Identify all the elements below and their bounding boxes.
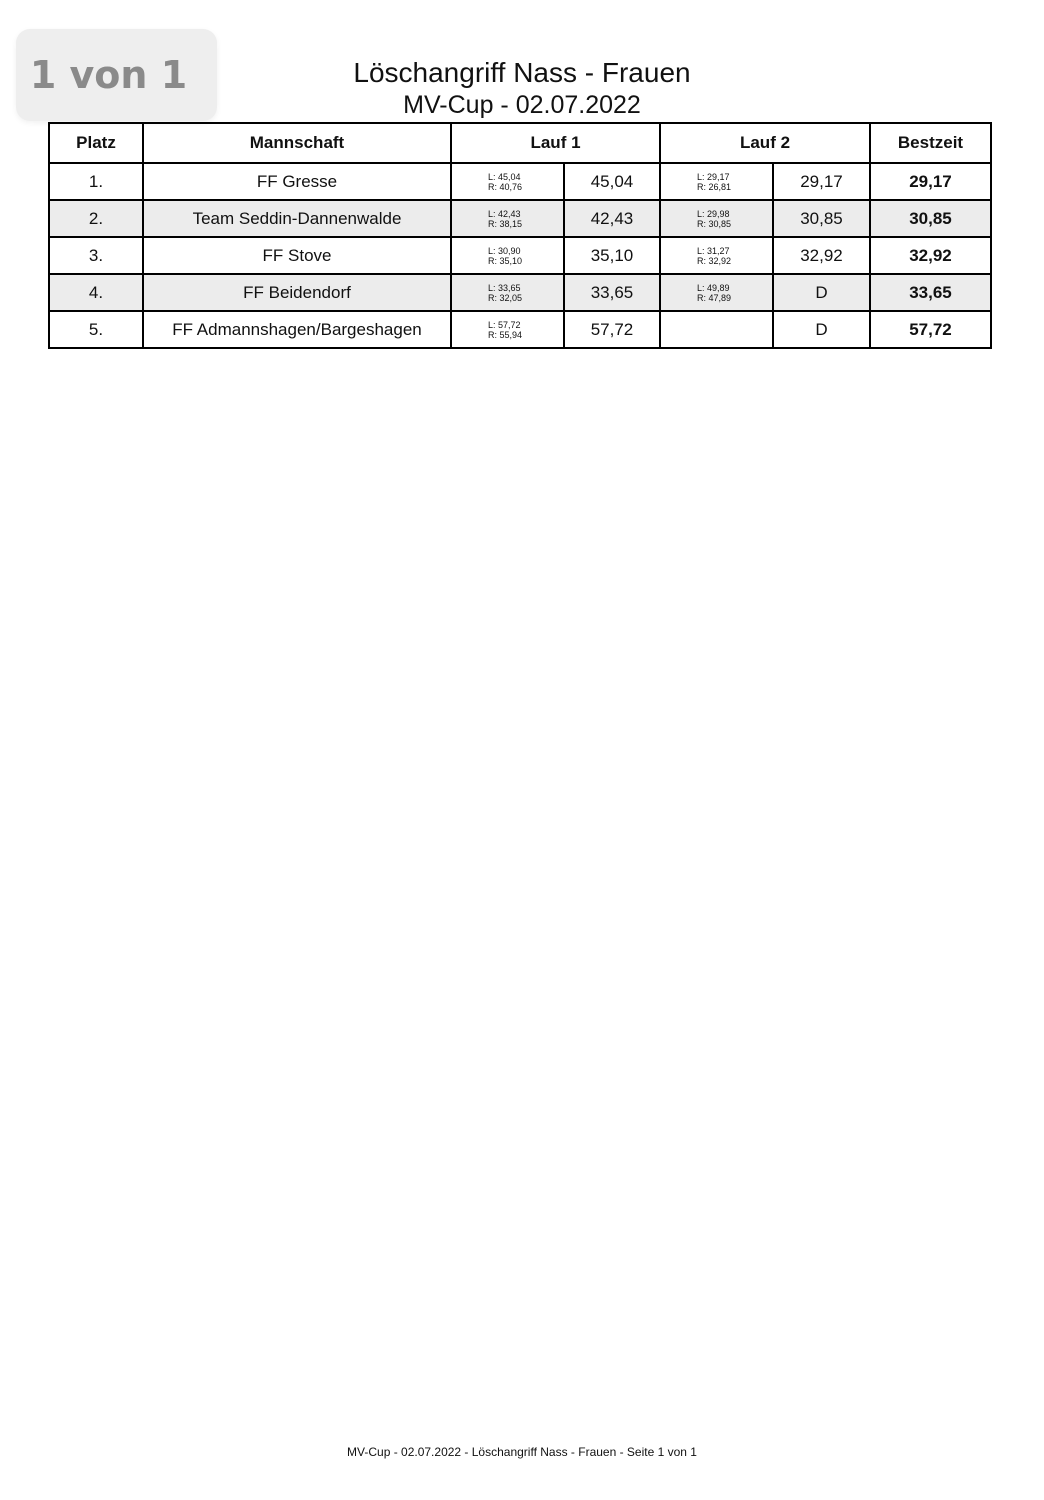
cell-platz: 3.: [49, 237, 143, 274]
header-mannschaft: Mannschaft: [143, 123, 451, 163]
table-row: [49, 163, 991, 200]
cell-lauf1-split: [451, 274, 564, 311]
header-platz: Platz: [49, 123, 143, 163]
lauf1-right-time: R: 55,94: [488, 329, 523, 340]
cell-lauf2-zeit: 32,92: [773, 237, 870, 274]
lauf2-left-time: L: 29,17: [697, 171, 730, 182]
cell-lauf2-zeit: 29,17: [773, 163, 870, 200]
header-lauf2: Lauf 2: [660, 123, 870, 163]
cell-lauf2-zeit: 30,85: [773, 200, 870, 237]
cell-lauf1-zeit: 42,43: [564, 200, 660, 237]
cell-lauf2-zeit: D: [773, 274, 870, 311]
lauf2-right-time: R: 30,85: [697, 218, 732, 229]
cell-platz: 2.: [49, 200, 143, 237]
page-title: Löschangriff Nass - Frauen: [353, 57, 691, 88]
cell-lauf1-zeit: 35,10: [564, 237, 660, 274]
cell-lauf2-split: [660, 274, 773, 311]
lauf2-right-time: R: 32,92: [697, 255, 732, 266]
cell-platz: 4.: [49, 274, 143, 311]
lauf1-left-time: L: 57,72: [488, 319, 521, 330]
page-indicator: 1 von 1: [16, 29, 217, 121]
header-lauf1: Lauf 1: [451, 123, 660, 163]
header-bestzeit: Bestzeit: [870, 123, 991, 163]
lauf1-left-time: L: 33,65: [488, 282, 521, 293]
cell-bestzeit: 33,65: [870, 274, 991, 311]
lauf2-left-time: L: 49,89: [697, 282, 730, 293]
table-row: [49, 311, 991, 348]
cell-mannschaft: FF Beidendorf: [143, 274, 451, 311]
cell-lauf1-split: [451, 237, 564, 274]
lauf1-left-time: L: 30,90: [488, 245, 521, 256]
page-subtitle: MV-Cup - 02.07.2022: [403, 91, 641, 119]
cell-lauf2-split: [660, 311, 773, 348]
lauf2-right-time: R: 26,81: [697, 181, 732, 192]
lauf2-left-time: L: 31,27: [697, 245, 730, 256]
lauf1-left-time: L: 45,04: [488, 171, 521, 182]
cell-lauf1-split: [451, 163, 564, 200]
lauf2-right-time: R: 47,89: [697, 292, 732, 303]
cell-mannschaft: FF Admannshagen/Bargeshagen: [143, 311, 451, 348]
cell-mannschaft: Team Seddin-Dannenwalde: [143, 200, 451, 237]
page-footer: MV-Cup - 02.07.2022 - Löschangriff Nass - Frauen - Seite 1 von 1: [347, 1445, 697, 1459]
lauf1-right-time: R: 35,10: [488, 255, 523, 266]
lauf1-right-time: R: 38,15: [488, 218, 523, 229]
cell-lauf1-zeit: 57,72: [564, 311, 660, 348]
table-row: [49, 237, 991, 274]
cell-lauf1-split: [451, 311, 564, 348]
cell-bestzeit: 30,85: [870, 200, 991, 237]
table-header-row: [49, 123, 991, 163]
cell-lauf1-zeit: 33,65: [564, 274, 660, 311]
cell-bestzeit: 57,72: [870, 311, 991, 348]
table-row: [49, 274, 991, 311]
lauf2-left-time: L: 29,98: [697, 208, 730, 219]
cell-lauf1-split: [451, 200, 564, 237]
results-table: [48, 122, 992, 349]
cell-bestzeit: 32,92: [870, 237, 991, 274]
cell-lauf2-split: [660, 237, 773, 274]
lauf1-right-time: R: 32,05: [488, 292, 523, 303]
cell-lauf2-split: [660, 163, 773, 200]
cell-mannschaft: FF Stove: [143, 237, 451, 274]
table-row: [49, 200, 991, 237]
cell-bestzeit: 29,17: [870, 163, 991, 200]
cell-mannschaft: FF Gresse: [143, 163, 451, 200]
lauf1-left-time: L: 42,43: [488, 208, 521, 219]
cell-lauf1-zeit: 45,04: [564, 163, 660, 200]
cell-platz: 5.: [49, 311, 143, 348]
cell-lauf2-zeit: D: [773, 311, 870, 348]
cell-lauf2-split: [660, 200, 773, 237]
lauf1-right-time: R: 40,76: [488, 181, 523, 192]
cell-platz: 1.: [49, 163, 143, 200]
